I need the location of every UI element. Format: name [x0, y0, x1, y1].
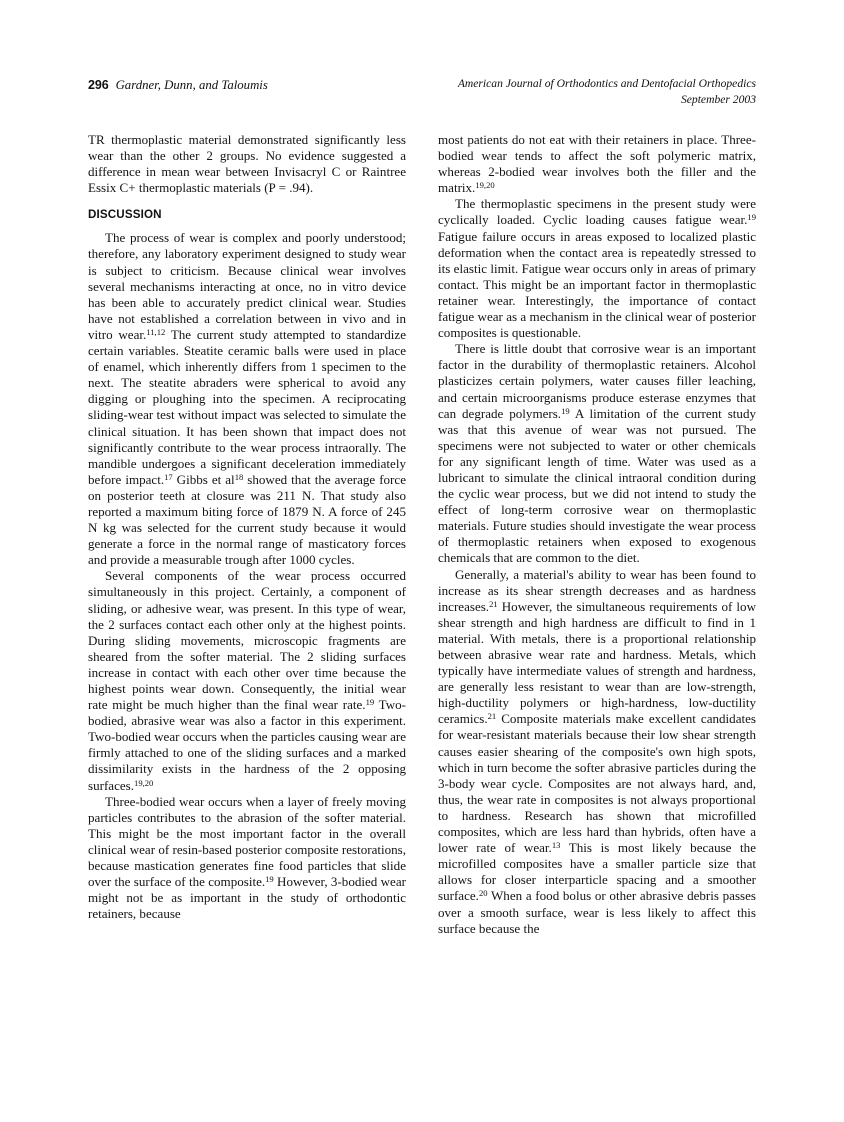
- paragraph: [438, 567, 756, 937]
- paragraph-text: There is little doubt that corrosive wear is an important factor in the durability of thermoplastic retainers. Alcohol plasticizes certain polymers, water causes filler leaching, and certain microorganisms produce esterase enzymes that can degrade polymers.: [438, 341, 756, 421]
- paragraph-text: The process of wear is complex and poorly understood; therefore, any laboratory experiment designed to study wear is subject to criticism. Because clinical wear involves several mechanisms interacting at once, no in vitro device has been able to accurately predict clinical wear. Studies have not established a correlation between in vivo and in vitro wear.: [88, 230, 406, 342]
- paragraph-text: Generally, a material's ability to wear has been found to increase as its shear strength decreases and as hardness increases.: [438, 566, 756, 614]
- reference-marker: 18: [234, 471, 244, 482]
- reference-marker: 20: [478, 888, 488, 899]
- paragraph-text: Several components of the wear process occurred simultaneously in this project. Certainly, a component of sliding, or adhesive wear, was present. In this type of wear, the 2 surfaces contact each other only at the highest points. During sliding movements, microscopic fragments are sheared from the softer material. The 2 sliding surfaces increase in contact with each other over time because the highest points wear down. Consequently, the initial wear rate might be much higher than the final wear rate.: [88, 568, 406, 713]
- paragraph-text: Two-bodied, abrasive wear was also a factor in this experiment. Two-bodied wear occurs when the particles causing wear are firmly attached to one of the sliding surfaces and a marked dissimilarity exists in the hardness of the 2 opposing surfaces.: [88, 697, 406, 793]
- journal-title: American Journal of Orthodontics and Dentofacial Orthopedics: [457, 77, 756, 90]
- paragraph-text: When a food bolus or other abrasive debris passes over a smooth surface, wear is less likely to affect this surface because the: [438, 888, 756, 936]
- paragraph: [88, 230, 406, 568]
- paragraph-text: showed that the average force on posterior teeth at closure was 211 N. That study also reported a maximum biting force of 1879 N. A force of 245 N kg was selected for the current study because it would generate a force in the normal range of masticatory forces and provide a measurable trough after 1000 cycles.: [88, 471, 406, 568]
- paragraph: [438, 132, 756, 196]
- running-head: [88, 76, 756, 116]
- paragraph-text: A limitation of the current study was that this avenue of wear was not pursued. The specimens were not subjected to water or other chemicals for any significant length of time. Water was used as a lubricant to simulate the clinical intraoral condition during the cyclic wear process, but we did not intend to study the effect of long-term corrosive wear on thermoplastic materials. Future studies should investigate the wear process of thermoplastic retainers when exposed to exogenous chemicals that are common to the diet.: [438, 405, 757, 566]
- issue-date: September 2003: [680, 93, 756, 106]
- paragraph-text: However, the simultaneous requirements of low shear strength and high hardness are difficult to find in 1 material. With metals, there is a proportional relationship between abrasive wear rate and hardness. Metals, which typically have intermediate values of strength and hardness, are generally less resistant to wear than are low-strength, high-ductility polymers or high-hardness, low-ductility ceramics.: [438, 598, 756, 727]
- paragraph: [438, 196, 756, 341]
- reference-marker: 21: [489, 598, 498, 609]
- reference-marker: 19: [265, 874, 274, 884]
- paragraph-text: Fatigue failure occurs in areas exposed to localized plastic deformation when the contact area is repeatedly stressed to its elastic limit. Fatigue wear occurs only in areas of primary contact. This might be an important factor in thermoplastic retainer wear. Interestingly, the importance of contact fatigue wear as a mechanism in the clinical wear of posterior composites is questionable.: [438, 228, 756, 341]
- paragraph: [88, 568, 406, 793]
- reference-marker: 13: [551, 840, 561, 850]
- right-column: [438, 132, 756, 937]
- paragraph-text: Gibbs et al: [172, 471, 235, 487]
- paragraph-text: However, 3-bodied wear might not be as important in the study of orthodontic retainers, because: [88, 874, 406, 922]
- paragraph-text: Composite materials make excellent candidates for wear-resistant materials because their low shear strength causes easier shearing of the composite's own high spots, which in turn become the softer abrasive particles during the 3-body wear cycle. Composites are not always hard, and, thus, the wear rate in composites is not always proportional to hardness. Research has shown that microfilled composites, which are less hard than hybrids, often have a lower rate of wear.: [438, 711, 756, 856]
- reference-marker: 17: [164, 471, 173, 482]
- paragraph-text: This is most likely because the microfilled composites have a smaller particle size that allows for closer interparticle spacing and a smoother surface.: [438, 840, 756, 904]
- paragraph: [88, 794, 406, 923]
- running-head-right: [458, 76, 756, 108]
- spacer: [88, 196, 406, 208]
- paragraph: [88, 132, 406, 196]
- paragraph-text: most patients do not eat with their retainers in place. Three-bodied wear tends to affect the soft polymeric matrix, whereas 2-bodied wear involves both the filler and the matrix.: [438, 132, 756, 196]
- running-head-left: [88, 76, 268, 94]
- paragraph-text: The thermoplastic specimens in the present study were cyclically loaded. Cyclic loading causes fatigue wear.: [438, 196, 756, 228]
- paragraph-text: TR thermoplastic material demonstrated significantly less wear than the other 2 groups. No evidence suggested a difference in mean wear between Invisacryl C or Raintree Essix C+ thermoplastic materials (P = .94).: [88, 132, 406, 196]
- reference-marker: 19: [747, 212, 756, 223]
- reference-marker: 21: [487, 711, 497, 722]
- page-number: 296: [88, 78, 109, 92]
- reference-marker: 19: [561, 405, 570, 416]
- left-column: [88, 132, 406, 922]
- reference-marker: 11,12: [146, 326, 166, 337]
- section-heading-discussion: DISCUSSION: [88, 208, 162, 222]
- paragraph: [438, 341, 756, 566]
- reference-marker: 19,20: [134, 777, 154, 788]
- paragraph-text: Three-bodied wear occurs when a layer of freely moving particles contributes to the abrasion of the softer material. This might be the most important factor in the overall clinical wear of resin-based posterior composite restorations, because mastication generates fine food particles that slide over the surface of the composite.: [88, 793, 406, 890]
- paragraph-text: The current study attempted to standardize certain variables. Steatite ceramic balls were used in place of enamel, which inherently differs from 1 specimen to the next. The steatite abraders were spherical to avoid any digging or ploughing into the specimen. A reciprocating sliding-wear test without impact was selected to simulate the clinical situation. It has been shown that impact does not significantly contribute to the wear process intraorally. The mandible undergoes a significant deceleration immediately before impact.: [88, 326, 406, 487]
- running-head-authors: Gardner, Dunn, and Taloumis: [115, 78, 268, 92]
- reference-marker: 19,20: [475, 180, 495, 191]
- spacer: [88, 221, 406, 230]
- reference-marker: 19: [365, 696, 375, 707]
